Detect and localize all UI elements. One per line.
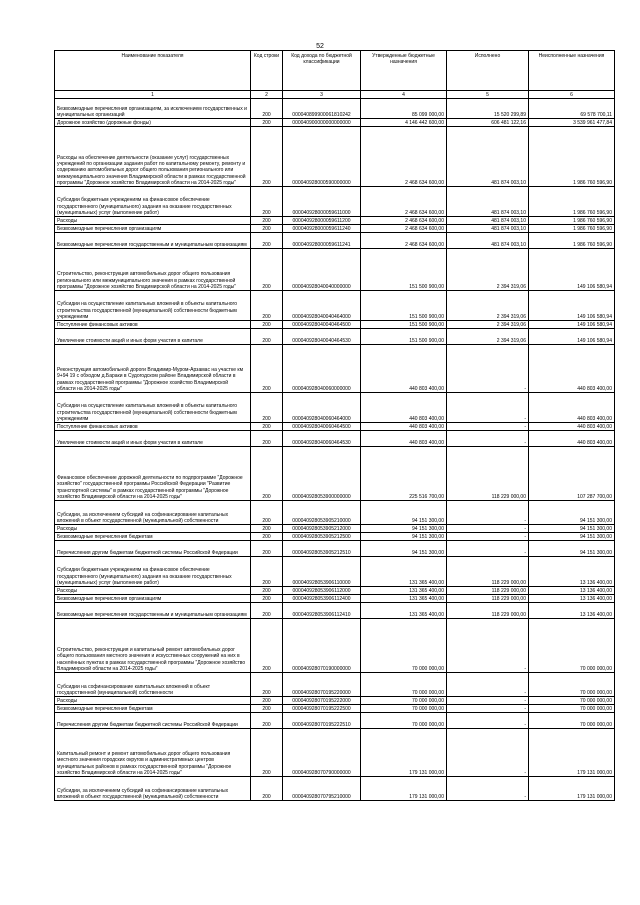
row-classification-cell: 000040928040040464500 (283, 321, 361, 329)
table-row (55, 705, 615, 713)
row-approved-cell: 70 000 000,00 (361, 673, 447, 697)
row-executed-cell: - (447, 501, 529, 525)
row-unexecuted-cell: 94 151 300,00 (529, 525, 615, 533)
row-executed-cell: - (447, 697, 529, 705)
row-unexecuted-cell: 149 106 580,94 (529, 329, 615, 345)
row-unexecuted-cell: 440 803 400,00 (529, 393, 615, 423)
table-row (55, 587, 615, 595)
row-name-cell: Расходы (55, 525, 251, 533)
table-row (55, 431, 615, 447)
row-executed-cell: - (447, 393, 529, 423)
row-code-cell: 200 (251, 423, 283, 431)
row-classification-cell: 000040928040060000000 (283, 345, 361, 393)
row-executed-cell: 2 394 319,06 (447, 321, 529, 329)
table-row (55, 557, 615, 587)
row-name-cell: Увеличение стоимости акций и иных форм участия в капитале (55, 431, 251, 447)
row-code-cell: 200 (251, 393, 283, 423)
row-classification-cell: 000040928040040464530 (283, 329, 361, 345)
budget-execution-table (54, 50, 615, 801)
row-executed-cell: 118 229 000,00 (447, 587, 529, 595)
table-row (55, 217, 615, 225)
row-code-cell: 200 (251, 329, 283, 345)
table-row (55, 541, 615, 557)
row-unexecuted-cell: 13 136 400,00 (529, 603, 615, 619)
row-approved-cell: 131 365 400,00 (361, 587, 447, 595)
row-classification-cell: 000040928053905212000 (283, 525, 361, 533)
row-name-cell: Строительство, реконструкция автомобильных дорог общего пользования регионального или межмуниципального значения в рамках государственной программы "Дорожное хозяйство Владимирской области на 2014-2025 годы" (55, 249, 251, 291)
row-executed-cell: 15 520 299,89 (447, 99, 529, 119)
table-row (55, 233, 615, 249)
row-executed-cell: 481 874 003,10 (447, 127, 529, 187)
row-code-cell: 200 (251, 541, 283, 557)
row-classification-cell: 000040928040040000000 (283, 249, 361, 291)
row-unexecuted-cell: 1 986 760 596,90 (529, 225, 615, 233)
row-classification-cell: 000040928040060464530 (283, 431, 361, 447)
row-executed-cell: 118 229 000,00 (447, 603, 529, 619)
row-approved-cell: 440 803 400,00 (361, 345, 447, 393)
column-header-unexecuted: Неисполненные назначения (529, 51, 615, 91)
row-approved-cell: 70 000 000,00 (361, 713, 447, 729)
row-code-cell: 200 (251, 729, 283, 777)
row-classification-cell: 000040928053905210000 (283, 501, 361, 525)
table-row (55, 225, 615, 233)
row-code-cell: 200 (251, 777, 283, 801)
row-name-cell: Расходы (55, 587, 251, 595)
row-code-cell: 200 (251, 557, 283, 587)
row-unexecuted-cell: 149 106 580,94 (529, 249, 615, 291)
row-classification-cell: 000040900000000000000 (283, 119, 361, 127)
column-header-classification: Код дохода по бюджетной классификации (283, 51, 361, 91)
row-unexecuted-cell: 179 131 000,00 (529, 729, 615, 777)
row-approved-cell: 440 803 400,00 (361, 431, 447, 447)
table-row (55, 99, 615, 119)
row-approved-cell: 94 151 300,00 (361, 533, 447, 541)
row-executed-cell: 606 481 122,16 (447, 119, 529, 127)
table-row (55, 187, 615, 217)
row-unexecuted-cell: 13 136 400,00 (529, 587, 615, 595)
row-unexecuted-cell: 179 131 000,00 (529, 777, 615, 801)
row-unexecuted-cell: 94 151 300,00 (529, 501, 615, 525)
row-code-cell: 200 (251, 187, 283, 217)
row-classification-cell: 000040928070190000000 (283, 619, 361, 673)
row-unexecuted-cell: 70 000 000,00 (529, 619, 615, 673)
row-name-cell: Субсидии, за исключением субсидий на софинансирование капитальных вложений в объект государственной (муниципальной) собственности (55, 777, 251, 801)
table-row (55, 291, 615, 321)
row-name-cell: Безвозмездные перечисления бюджетам (55, 705, 251, 713)
table-header-row (55, 51, 615, 91)
row-name-cell: Субсидии бюджетным учреждениям на финансовое обеспечение государственного (муниципального) задания на оказание государственных (муниципальных) услуг (выполнение работ) (55, 187, 251, 217)
row-executed-cell: - (447, 525, 529, 533)
row-executed-cell: - (447, 541, 529, 557)
row-executed-cell: 2 394 319,06 (447, 249, 529, 291)
row-approved-cell: 179 131 000,00 (361, 777, 447, 801)
row-executed-cell: - (447, 431, 529, 447)
row-executed-cell: 118 229 000,00 (447, 595, 529, 603)
column-index: 5 (447, 91, 529, 99)
row-classification-cell: 000040928000590000000 (283, 127, 361, 187)
row-name-cell: Перечисления другим бюджетам бюджетной системы Российской Федерации (55, 713, 251, 729)
row-code-cell: 200 (251, 291, 283, 321)
row-code-cell: 200 (251, 99, 283, 119)
row-code-cell: 200 (251, 225, 283, 233)
row-executed-cell: - (447, 619, 529, 673)
row-unexecuted-cell: 70 000 000,00 (529, 673, 615, 697)
table-row (55, 447, 615, 501)
row-executed-cell: 2 394 319,06 (447, 291, 529, 321)
row-unexecuted-cell: 13 136 400,00 (529, 595, 615, 603)
row-approved-cell: 70 000 000,00 (361, 705, 447, 713)
row-classification-cell: 000040928053900000000 (283, 447, 361, 501)
row-approved-cell: 2 468 634 600,00 (361, 225, 447, 233)
row-name-cell: Субсидии на осуществление капитальных вложений в объекты капитального строительства государственной (муниципальной) собственности бюджетным учреждениям (55, 393, 251, 423)
table-row (55, 501, 615, 525)
row-classification-cell: 000040928053906112000 (283, 587, 361, 595)
row-code-cell: 200 (251, 619, 283, 673)
row-approved-cell: 131 365 400,00 (361, 595, 447, 603)
table-row (55, 777, 615, 801)
row-executed-cell: - (447, 713, 529, 729)
row-classification-cell: 000040928053906112410 (283, 603, 361, 619)
table-body (55, 99, 615, 801)
table-row (55, 127, 615, 187)
table-row (55, 329, 615, 345)
row-code-cell: 200 (251, 249, 283, 291)
table-row (55, 673, 615, 697)
column-index: 3 (283, 91, 361, 99)
row-name-cell: Субсидии, за исключением субсидий на софинансирование капитальных вложений в объект государственной (муниципальной) собственности (55, 501, 251, 525)
row-executed-cell: 481 874 003,10 (447, 225, 529, 233)
table-row (55, 697, 615, 705)
row-code-cell: 200 (251, 447, 283, 501)
row-executed-cell: - (447, 673, 529, 697)
column-index: 4 (361, 91, 447, 99)
table-row (55, 119, 615, 127)
table-row (55, 423, 615, 431)
row-unexecuted-cell: 13 136 400,00 (529, 557, 615, 587)
table-row (55, 603, 615, 619)
row-name-cell: Безвозмездные перечисления организациям (55, 225, 251, 233)
row-approved-cell: 2 468 634 600,00 (361, 187, 447, 217)
row-unexecuted-cell: 94 151 300,00 (529, 533, 615, 541)
row-code-cell: 200 (251, 673, 283, 697)
row-executed-cell: 118 229 000,00 (447, 557, 529, 587)
row-classification-cell: 000040928070795210000 (283, 777, 361, 801)
row-approved-cell: 70 000 000,00 (361, 697, 447, 705)
row-code-cell: 200 (251, 533, 283, 541)
row-executed-cell: - (447, 729, 529, 777)
row-classification-cell: 000040928000059611000 (283, 187, 361, 217)
row-approved-cell: 131 365 400,00 (361, 603, 447, 619)
row-executed-cell: 118 229 000,00 (447, 447, 529, 501)
row-code-cell: 200 (251, 233, 283, 249)
table-row (55, 345, 615, 393)
row-code-cell: 200 (251, 431, 283, 447)
row-code-cell: 200 (251, 595, 283, 603)
row-approved-cell: 151 500 900,00 (361, 321, 447, 329)
row-approved-cell: 2 468 634 600,00 (361, 233, 447, 249)
column-index: 6 (529, 91, 615, 99)
row-code-cell: 200 (251, 345, 283, 393)
row-classification-cell: 000040928040060464000 (283, 393, 361, 423)
row-classification-cell: 000040928070195222000 (283, 697, 361, 705)
table-row (55, 525, 615, 533)
row-unexecuted-cell: 70 000 000,00 (529, 705, 615, 713)
row-name-cell: Строительство, реконструкция и капитальный ремонт автомобильных дорог общего пользования местного значения и искусственных сооружений на них в населённых пунктах в рамках государственной программы "Дорожное хозяйство Владимирской области на 2014-2025 годы" (55, 619, 251, 673)
row-unexecuted-cell: 107 287 700,00 (529, 447, 615, 501)
row-approved-cell: 2 468 634 600,00 (361, 217, 447, 225)
row-name-cell: Безвозмездные перечисления государственным и муниципальным организациям (55, 603, 251, 619)
row-classification-cell: 000040928053905212510 (283, 541, 361, 557)
row-unexecuted-cell: 149 106 580,94 (529, 291, 615, 321)
row-code-cell: 200 (251, 713, 283, 729)
table-row (55, 533, 615, 541)
column-index-row (55, 91, 615, 99)
row-approved-cell: 94 151 300,00 (361, 525, 447, 533)
row-unexecuted-cell: 3 539 961 477,84 (529, 119, 615, 127)
row-approved-cell: 440 803 400,00 (361, 393, 447, 423)
row-classification-cell: 000040928070790000000 (283, 729, 361, 777)
row-name-cell: Расходы (55, 217, 251, 225)
row-approved-cell: 151 500 900,00 (361, 291, 447, 321)
row-unexecuted-cell: 440 803 400,00 (529, 423, 615, 431)
row-classification-cell: 000040928000059611241 (283, 233, 361, 249)
row-code-cell: 200 (251, 697, 283, 705)
row-classification-cell: 000040928070195222500 (283, 705, 361, 713)
row-approved-cell: 4 146 442 600,00 (361, 119, 447, 127)
row-executed-cell: 2 394 319,06 (447, 329, 529, 345)
table-row (55, 249, 615, 291)
row-classification-cell: 000040928040040464000 (283, 291, 361, 321)
row-approved-cell: 70 000 000,00 (361, 619, 447, 673)
row-name-cell: Безвозмездные перечисления организациям (55, 595, 251, 603)
row-name-cell: Дорожное хозяйство (дорожные фонды) (55, 119, 251, 127)
row-name-cell: Поступление финансовых активов (55, 321, 251, 329)
row-name-cell: Капитальный ремонт и ремонт автомобильных дорог общего пользования местного значения городских округов и административных центров муниципальных районов в рамках государственной программы "Дорожное хозяйство Владимирской области на 2014-2025 годы" (55, 729, 251, 777)
table-row (55, 393, 615, 423)
table-row (55, 619, 615, 673)
table-row (55, 729, 615, 777)
row-name-cell: Субсидии на софинансирование капитальных вложений в объект государственной (муниципальной) собственности (55, 673, 251, 697)
row-code-cell: 200 (251, 321, 283, 329)
column-index: 1 (55, 91, 251, 99)
row-approved-cell: 85 099 000,00 (361, 99, 447, 119)
row-executed-cell: - (447, 345, 529, 393)
table-row (55, 713, 615, 729)
row-classification-cell: 000040928070195220000 (283, 673, 361, 697)
row-code-cell: 200 (251, 119, 283, 127)
row-code-cell: 200 (251, 603, 283, 619)
table-row (55, 321, 615, 329)
row-code-cell: 200 (251, 525, 283, 533)
row-approved-cell: 151 500 900,00 (361, 249, 447, 291)
row-approved-cell: 179 131 000,00 (361, 729, 447, 777)
row-approved-cell: 2 468 634 600,00 (361, 127, 447, 187)
row-code-cell: 200 (251, 127, 283, 187)
row-unexecuted-cell: 1 986 760 596,90 (529, 127, 615, 187)
page-number: 52 (316, 43, 324, 50)
row-approved-cell: 131 365 400,00 (361, 557, 447, 587)
row-name-cell: Субсидии бюджетным учреждениям на финансовое обеспечение государственного (муниципального) задания на оказание государственных (муниципальных) услуг (выполнение работ) (55, 557, 251, 587)
column-index: 2 (251, 91, 283, 99)
row-executed-cell: 481 874 003,10 (447, 187, 529, 217)
row-executed-cell: - (447, 777, 529, 801)
row-unexecuted-cell: 94 151 300,00 (529, 541, 615, 557)
row-approved-cell: 94 151 300,00 (361, 541, 447, 557)
row-approved-cell: 151 500 900,00 (361, 329, 447, 345)
row-classification-cell: 000040928053906112400 (283, 595, 361, 603)
row-name-cell: Безвозмездные перечисления организациям, за исключением государственных и муниципальных организаций (55, 99, 251, 119)
row-classification-cell: 000040928053906110000 (283, 557, 361, 587)
row-name-cell: Безвозмездные перечисления бюджетам (55, 533, 251, 541)
row-name-cell: Перечисления другим бюджетам бюджетной системы Российской Федерации (55, 541, 251, 557)
row-unexecuted-cell: 440 803 400,00 (529, 345, 615, 393)
row-name-cell: Увеличение стоимости акций и иных форм участия в капитале (55, 329, 251, 345)
row-classification-cell: 000040928040060464500 (283, 423, 361, 431)
row-unexecuted-cell: 70 000 000,00 (529, 697, 615, 705)
row-name-cell: Поступление финансовых активов (55, 423, 251, 431)
row-approved-cell: 440 803 400,00 (361, 423, 447, 431)
row-code-cell: 200 (251, 217, 283, 225)
row-unexecuted-cell: 1 986 760 596,90 (529, 187, 615, 217)
row-executed-cell: 481 874 003,10 (447, 217, 529, 225)
row-code-cell: 200 (251, 587, 283, 595)
column-header-approved: Утвержденные бюджетные назначения (361, 51, 447, 91)
row-code-cell: 200 (251, 705, 283, 713)
row-unexecuted-cell: 1 986 760 596,90 (529, 217, 615, 225)
row-name-cell: Реконструкция автомобильной дороги Владимир-Муром-Арзамас на участке км 9+94 19 с обходом д.Бараки в Судогодском районе Владимирской области в рамках государственной программы "Дорожное хозяйство Владимирской области на 2014-2025 годы" (55, 345, 251, 393)
row-executed-cell: - (447, 705, 529, 713)
row-approved-cell: 94 151 300,00 (361, 501, 447, 525)
row-classification-cell: 000040928000059611240 (283, 225, 361, 233)
row-approved-cell: 225 516 700,00 (361, 447, 447, 501)
row-name-cell: Финансовое обеспечение дорожной деятельности по подпрограмме "Дорожное хозяйство" государственной программы Российской Федерации "Развитие транспортной системы" в рамках государственной программы "Дорожное хозяйство Владимирской области на 2014-2025 годы" (55, 447, 251, 501)
row-name-cell: Расходы (55, 697, 251, 705)
row-classification-cell: 000040928070195222510 (283, 713, 361, 729)
column-header-executed: Исполнено (447, 51, 529, 91)
row-unexecuted-cell: 70 000 000,00 (529, 713, 615, 729)
row-code-cell: 200 (251, 501, 283, 525)
row-classification-cell: 000040928053905212500 (283, 533, 361, 541)
row-unexecuted-cell: 1 986 760 596,90 (529, 233, 615, 249)
row-unexecuted-cell: 69 578 700,11 (529, 99, 615, 119)
row-executed-cell: - (447, 423, 529, 431)
table-row (55, 595, 615, 603)
row-executed-cell: - (447, 533, 529, 541)
row-classification-cell: 000040928000059611200 (283, 217, 361, 225)
row-unexecuted-cell: 149 106 580,94 (529, 321, 615, 329)
column-header-name: Наименование показателя (55, 51, 251, 91)
column-header-code: Код строки (251, 51, 283, 91)
row-classification-cell: 000040899900061810242 (283, 99, 361, 119)
row-unexecuted-cell: 440 803 400,00 (529, 431, 615, 447)
row-name-cell: Субсидии на осуществление капитальных вложений в объекты капитального строительства государственной (муниципальной) собственности бюджетным учреждениям (55, 291, 251, 321)
row-name-cell: Безвозмездные перечисления государственным и муниципальным организациям (55, 233, 251, 249)
row-executed-cell: 481 874 003,10 (447, 233, 529, 249)
row-name-cell: Расходы на обеспечение деятельности (оказание услуг) государственных учреждений по организации задания работ по капитальному ремонту, ремонту и содержанию автомобильных дорог общего пользования регионального или межмуниципального значения Владимирской области в рамках государственной программы "Дорожное хозяйство Владимирской области на 2014-2025 годы" (55, 127, 251, 187)
